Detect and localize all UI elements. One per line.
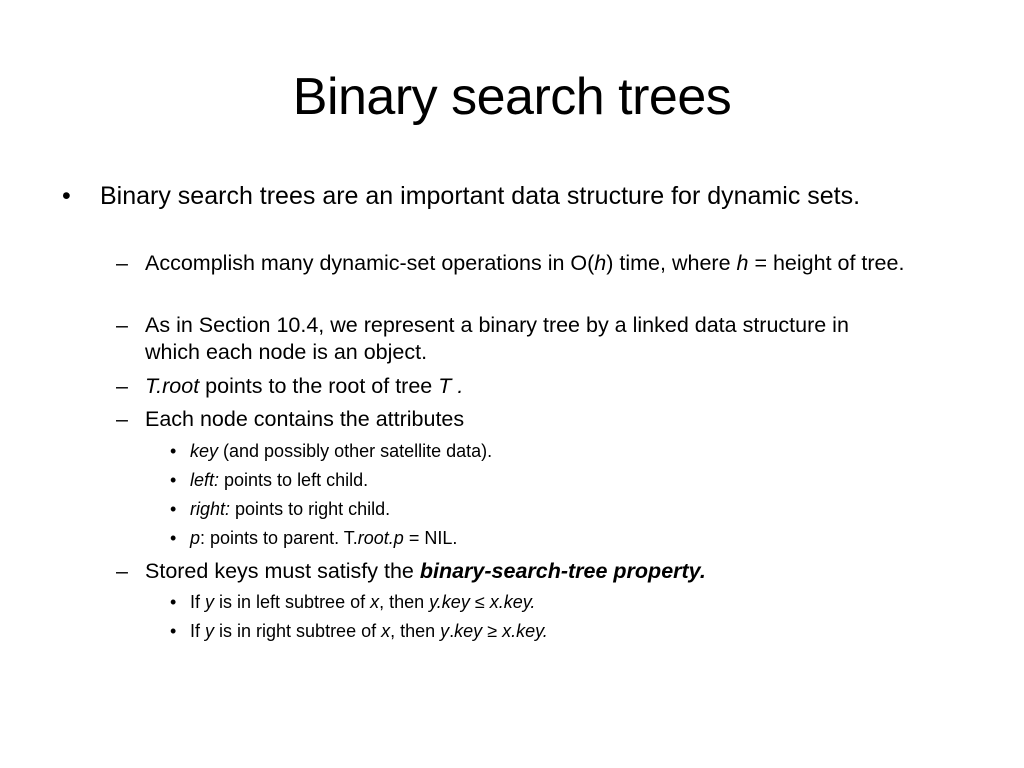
subbullet-attributes <box>145 406 935 433</box>
text-run: Stored keys must satisfy the <box>145 559 420 583</box>
dash-marker: – <box>116 407 128 431</box>
property-left-subtree <box>190 590 930 614</box>
text-run: Accomplish many dynamic-set operations in O( <box>145 251 595 275</box>
subbullet-property <box>145 558 935 585</box>
text-run: If <box>190 621 206 641</box>
bullet-marker: • <box>170 528 177 548</box>
dash-marker: – <box>116 313 128 337</box>
dash-marker: – <box>116 251 128 275</box>
bullet-marker: • <box>170 621 177 641</box>
text-run: (and possibly other satellite data). <box>218 441 493 461</box>
bullet-marker: • <box>170 470 177 490</box>
italic-run: y.key ≤ x.key. <box>429 592 536 612</box>
text-run: , then <box>379 592 430 612</box>
attribute-left <box>190 468 930 492</box>
italic-run: y <box>205 621 215 641</box>
attribute-parent <box>190 526 930 550</box>
slide-title: Binary search trees <box>292 68 732 126</box>
italic-run: T . <box>438 374 464 398</box>
text-run: = height of tree. <box>748 251 905 275</box>
text-run: ≥ <box>482 621 503 641</box>
text-run: is in left subtree of <box>214 592 371 612</box>
text-run: As in Section 10.4, we represent a binary tree by a linked data structure in which each node is an object. <box>145 313 849 364</box>
bullet-text: Binary search trees are an important data structure for dynamic sets. <box>100 182 861 210</box>
italic-run: right: <box>190 499 231 519</box>
bold-italic-run: binary-search-tree property. <box>419 559 706 583</box>
text-run: points to right child. <box>230 499 391 519</box>
text-run: , then <box>390 621 441 641</box>
property-right-subtree <box>190 619 930 643</box>
text-run: points to the root of tree <box>199 374 439 398</box>
attribute-key <box>190 439 930 463</box>
italic-run: x <box>370 592 380 612</box>
subbullet-representation <box>145 312 885 366</box>
text-run: = NIL. <box>403 528 458 548</box>
text-run: If <box>190 592 206 612</box>
attribute-right <box>190 497 930 521</box>
italic-run: y <box>440 621 450 641</box>
text-run: ) time, where <box>606 251 737 275</box>
bullet-marker: • <box>62 182 71 210</box>
italic-run: p <box>190 528 201 548</box>
text-run: . <box>449 621 455 641</box>
italic-run: root.p <box>357 528 404 548</box>
italic-run: T.root <box>145 374 200 398</box>
italic-run: key <box>190 441 219 461</box>
bullet-marker: • <box>170 441 177 461</box>
italic-run: left: <box>190 470 220 490</box>
dash-marker: – <box>116 374 128 398</box>
subbullet-root <box>145 373 935 400</box>
text-run: points to left child. <box>219 470 369 490</box>
text-run: Each node contains the attributes <box>145 407 465 431</box>
italic-run: x.key. <box>502 621 548 641</box>
bullet-marker: • <box>170 592 177 612</box>
dash-marker: – <box>116 559 128 583</box>
italic-run: x <box>381 621 391 641</box>
bullet-marker: • <box>170 499 177 519</box>
italic-run: h <box>736 251 749 275</box>
text-run: is in right subtree of <box>214 621 382 641</box>
italic-run: y <box>205 592 215 612</box>
italic-run: h <box>594 251 607 275</box>
text-run: : points to parent. T. <box>200 528 358 548</box>
subbullet-operations <box>145 250 935 277</box>
italic-run: key <box>454 621 483 641</box>
bullet-level1 <box>100 182 940 211</box>
